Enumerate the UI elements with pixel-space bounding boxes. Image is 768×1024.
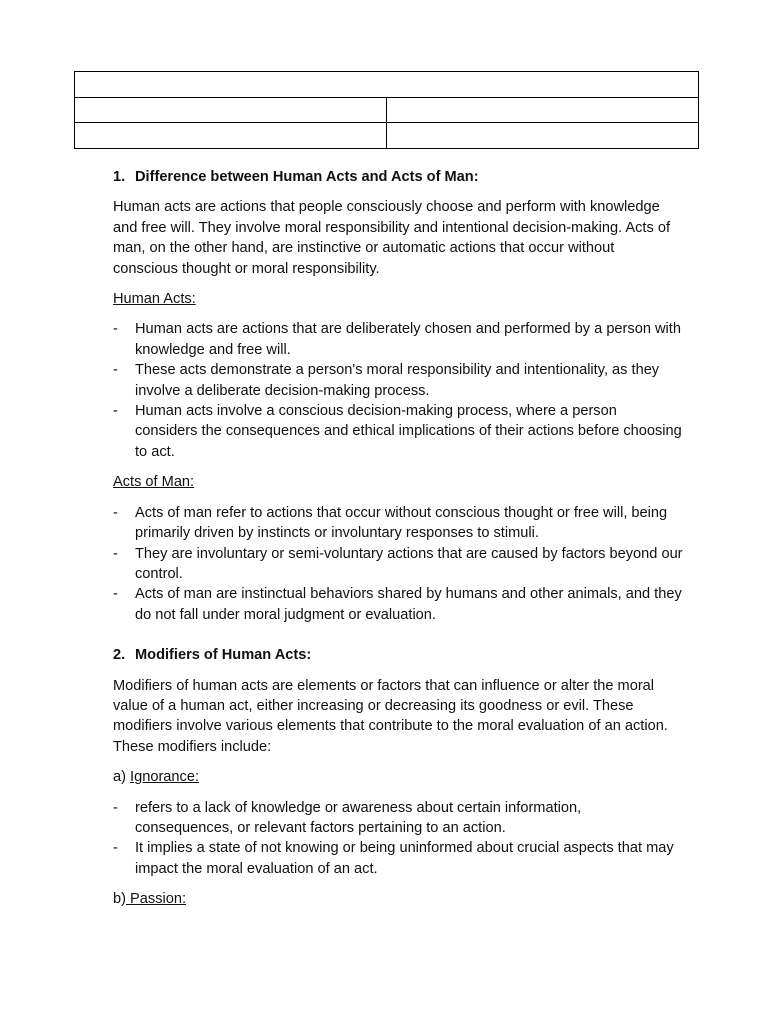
dash-bullet: - xyxy=(113,362,118,379)
dash-bullet: - xyxy=(113,504,118,521)
section-title: Modifiers of Human Acts: xyxy=(135,647,312,664)
header-table-row xyxy=(75,123,699,149)
ignorance-subheading: a) Ignorance: xyxy=(113,769,200,786)
acts-of-man-subheading: Acts of Man: xyxy=(113,474,195,491)
section-2-heading xyxy=(113,645,683,665)
document-body xyxy=(113,167,683,910)
header-table-row xyxy=(75,97,699,123)
list-item: - These acts demonstrate a person's moral responsibility and intentionality, as they involve a deliberate decision-making process. xyxy=(113,362,660,399)
list-item: - Human acts involve a conscious decision-making process, where a person considers the consequences and ethical implications of their actions before choosing to act. xyxy=(113,403,682,460)
section-number: 1. xyxy=(113,169,126,185)
section-number: 2. xyxy=(113,647,126,664)
dash-bullet: - xyxy=(113,403,118,420)
header-table-cell xyxy=(75,97,387,123)
dash-bullet: - xyxy=(113,840,118,857)
header-table-cell xyxy=(75,72,699,98)
list-item: - It implies a state of not knowing or being uninformed about crucial aspects that may impact the moral evaluation of an act. xyxy=(113,840,674,877)
header-table xyxy=(74,71,699,149)
passion-subheading: b) Passion: xyxy=(113,891,187,908)
list-item: - They are involuntary or semi-voluntary actions that are caused by factors beyond our control. xyxy=(113,545,683,582)
acts-of-man-list xyxy=(113,503,683,625)
list-item: - refers to a lack of knowledge or awareness about certain information, consequences, or relevant factors pertaining to an action. xyxy=(113,799,582,836)
list-item: - Acts of man are instinctual behaviors shared by humans and other animals, and they do not fall under moral judgment or evaluation. xyxy=(113,586,682,623)
ignorance-list xyxy=(113,798,683,880)
list-item: - Human acts are actions that are deliberately chosen and performed by a person with knowledge and free will. xyxy=(113,321,681,358)
section-title: Difference between Human Acts and Acts of Man: xyxy=(135,169,479,185)
dash-bullet: - xyxy=(113,321,118,338)
header-table-cell xyxy=(387,97,699,123)
dash-bullet: - xyxy=(113,799,118,816)
section-1-intro: Human acts are actions that people consciously choose and perform with knowledge and free will. They involve moral responsibility and intentional decision-making. Acts of man, on the other hand, are instinctive or automatic actions that occur without conscious thought or moral responsibility. xyxy=(113,199,671,277)
dash-bullet: - xyxy=(113,586,118,603)
section-1-heading xyxy=(113,167,683,187)
list-item: - Acts of man refer to actions that occur without conscious thought or free will, being primarily driven by instincts or involuntary responses to stimuli. xyxy=(113,504,668,542)
human-acts-list xyxy=(113,319,683,462)
header-table-cell xyxy=(75,123,387,149)
header-table-row xyxy=(75,72,699,98)
human-acts-subheading: Human Acts: xyxy=(113,291,196,308)
header-table-cell xyxy=(387,123,699,149)
dash-bullet: - xyxy=(113,545,118,562)
section-2-intro: Modifiers of human acts are elements or factors that can influence or alter the moral value of a human act, either increasing or decreasing its goodness or evil. These modifiers involve various elements that contribute to the moral evaluation of an action. These modifiers include: xyxy=(113,677,668,755)
